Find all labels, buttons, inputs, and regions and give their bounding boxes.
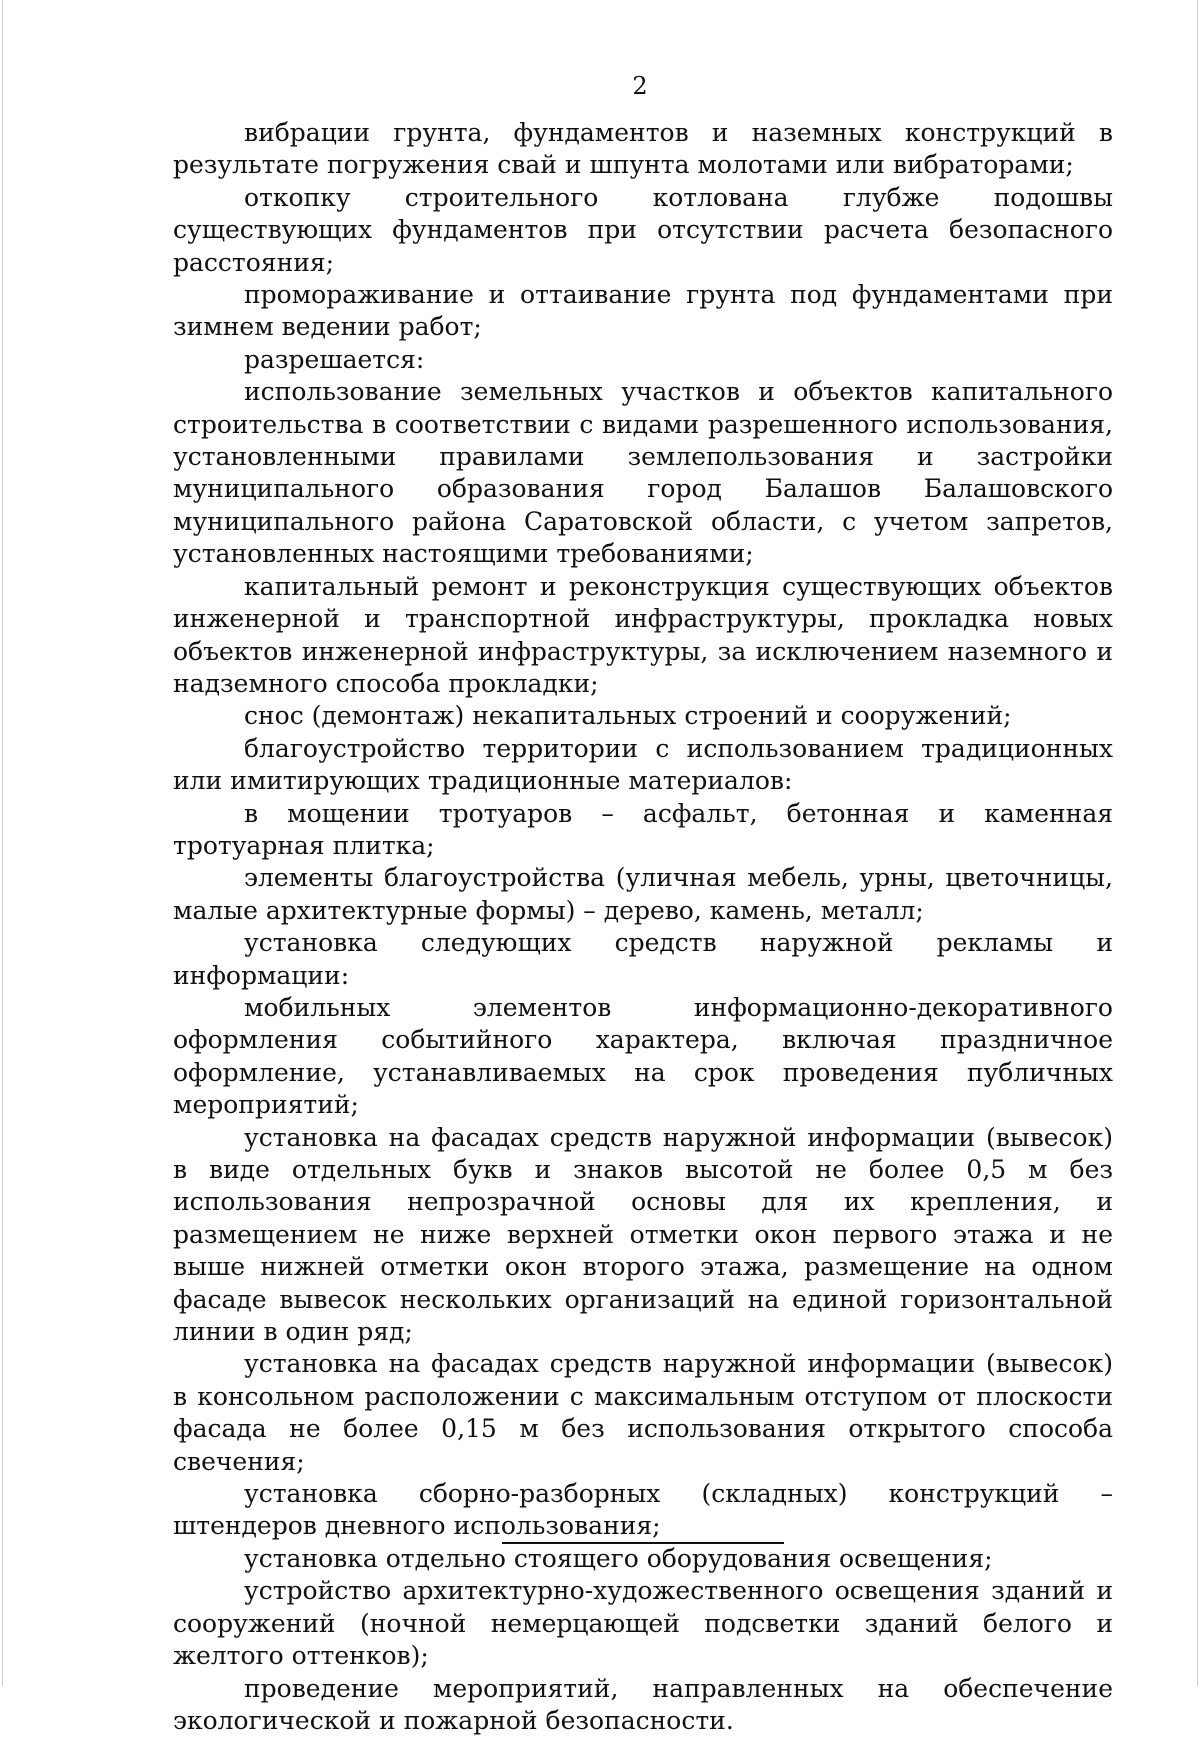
page-number: 2 [0, 70, 1200, 102]
document-body [173, 117, 1113, 1737]
paragraph: откопку строительного котлована глубже подошвы существующих фундаментов при отсутствии расчета безопасного расстояния; [173, 182, 1113, 279]
paragraph: установка сборно-разборных (складных) конструкций – штендеров дневного использования; [173, 1478, 1113, 1543]
page-right-edge [1197, 0, 1198, 1686]
paragraph: разрешается: [173, 344, 1113, 376]
paragraph: промораживание и оттаивание грунта под фундаментами при зимнем ведении работ; [173, 279, 1113, 344]
paragraph: использование земельных участков и объектов капитального строительства в соответствии с видами разрешенного использования, установленными правилами землепользования и застройки муниципального образования город Балашов Балашовского муниципального района Саратовской области, с учетом запретов, установленных настоящими требованиями; [173, 376, 1113, 570]
paragraph: установка следующих средств наружной рекламы и информации: [173, 927, 1113, 992]
page-left-edge [2, 0, 3, 1686]
paragraph: снос (демонтаж) некапитальных строений и сооружений; [173, 700, 1113, 732]
paragraph: мобильных элементов информационно-декоративного оформления событийного характера, включая праздничное оформление, устанавливаемых на срок проведения публичных мероприятий; [173, 992, 1113, 1122]
paragraph: установка на фасадах средств наружной информации (вывесок) в виде отдельных букв и знаков высотой не более 0,5 м без использования непрозрачной основы для их крепления, и размещением не ниже верхней отметки окон первого этажа и не выше нижней отметки окон второго этажа, размещение на одном фасаде вывесок нескольких организаций на единой горизонтальной линии в один ряд; [173, 1122, 1113, 1349]
end-rule-divider [502, 1542, 784, 1544]
paragraph: установка на фасадах средств наружной информации (вывесок) в консольном расположении с максимальным отступом от плоскости фасада не более 0,15 м без использования открытого способа свечения; [173, 1348, 1113, 1478]
paragraph: капитальный ремонт и реконструкция существующих объектов инженерной и транспортной инфраструктуры, прокладка новых объектов инженерной инфраструктуры, за исключением наземного и надземного способа прокладки; [173, 571, 1113, 701]
paragraph: устройство архитектурно-художественного освещения зданий и сооружений (ночной немерцающей подсветки зданий белого и желтого оттенков); [173, 1575, 1113, 1672]
paragraph: элементы благоустройства (уличная мебель, урны, цветочницы, малые архитектурные формы) – дерево, камень, металл; [173, 862, 1113, 927]
paragraph: в мощении тротуаров – асфальт, бетонная и каменная тротуарная плитка; [173, 798, 1113, 863]
paragraph: установка отдельно стоящего оборудования освещения; [173, 1543, 1113, 1575]
paragraph: вибрации грунта, фундаментов и наземных конструкций в результате погружения свай и шпунта молотами или вибраторами; [173, 117, 1113, 182]
paragraph: проведение мероприятий, направленных на обеспечение экологической и пожарной безопасности. [173, 1673, 1113, 1737]
paragraph: благоустройство территории с использованием традиционных или имитирующих традиционные материалов: [173, 733, 1113, 798]
